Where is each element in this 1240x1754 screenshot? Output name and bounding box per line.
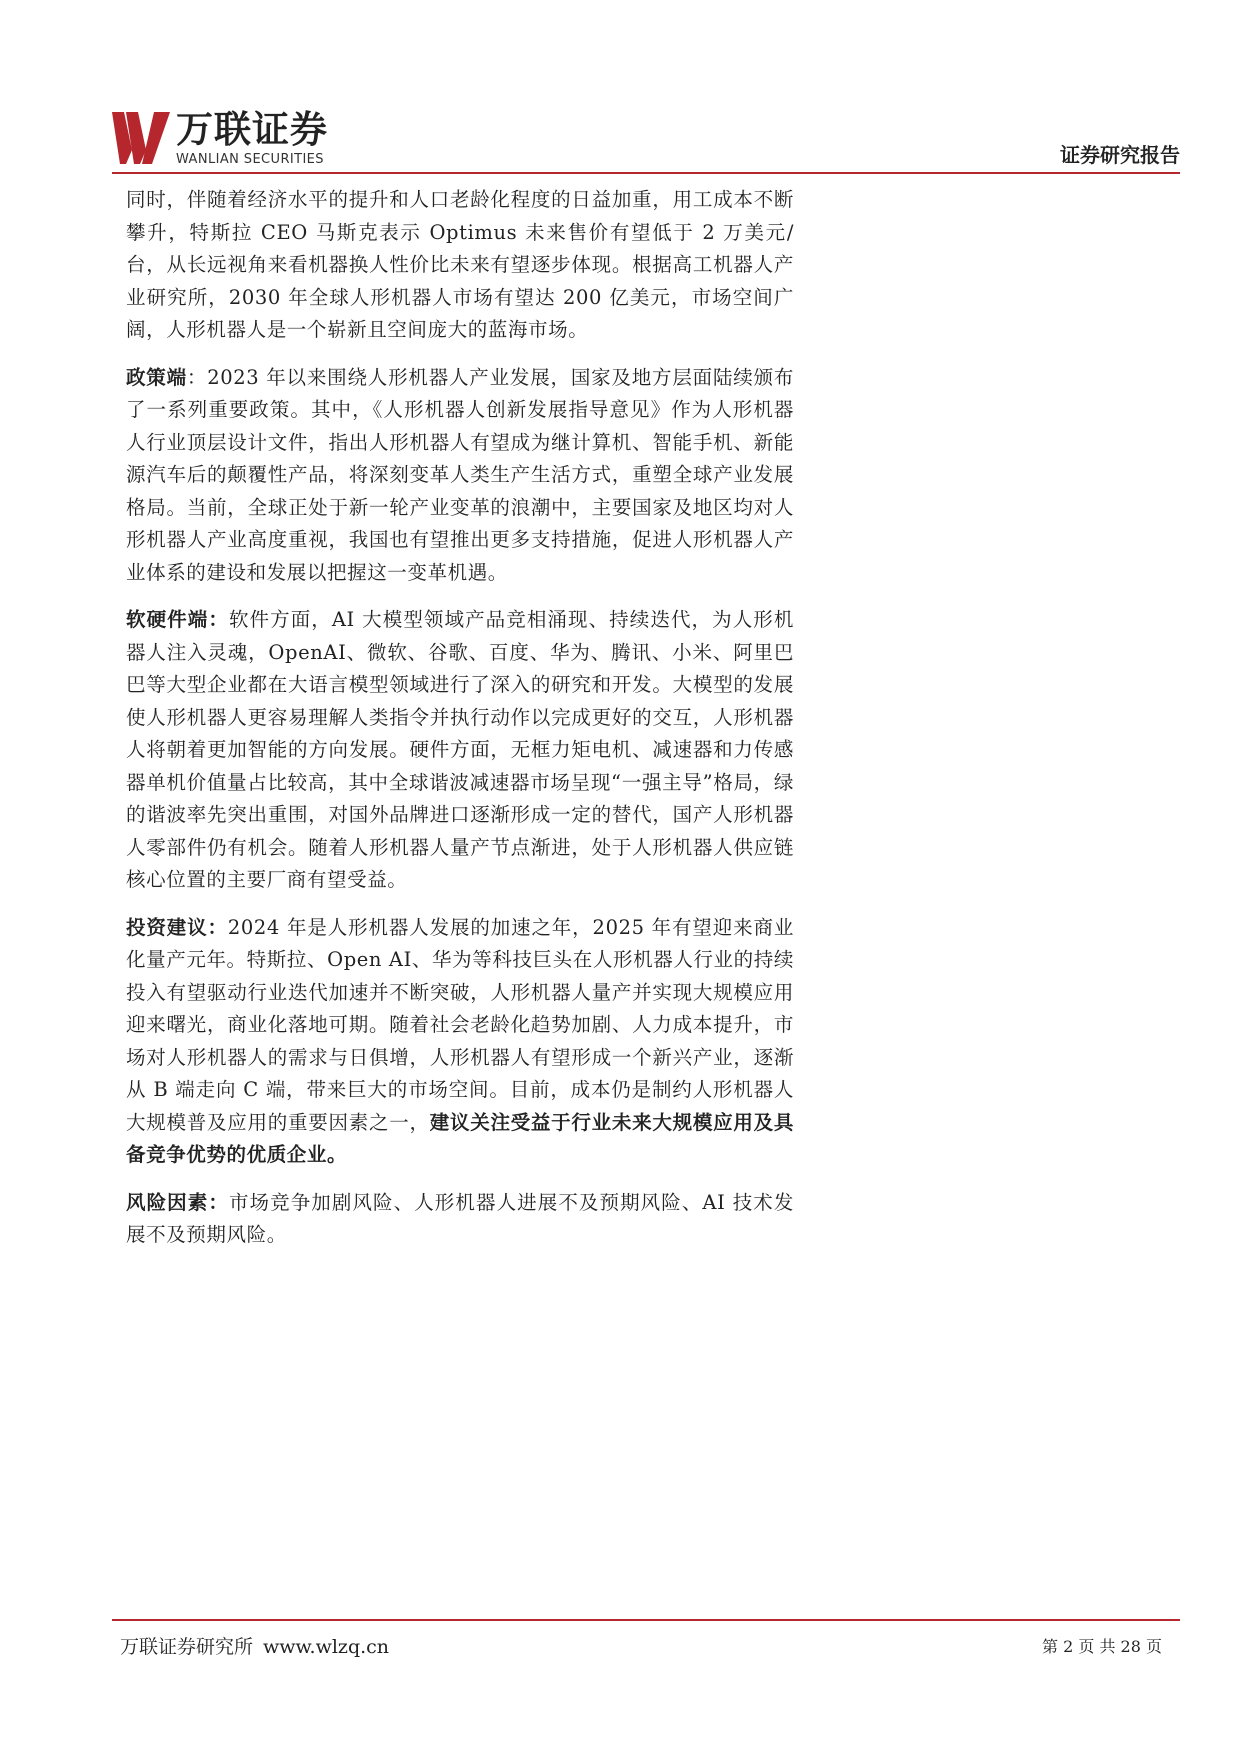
investment-emphasis: 建议关注受益于行业未来大规模应用及具备竞争优势的优质企业。 (126, 1110, 794, 1166)
footer-source (120, 1632, 389, 1659)
paragraph-software-hardware (126, 604, 794, 897)
paragraph-risk-factors (126, 1187, 794, 1252)
paragraph-lead-policy: 政策端 (126, 365, 187, 389)
footer-website-link[interactable]: www.wlzq.cn (263, 1636, 390, 1658)
footer-institute: 万联证券研究所 (120, 1636, 254, 1658)
paragraph-lead-risk: 风险因素： (126, 1190, 229, 1214)
paragraph-investment-advice (126, 912, 794, 1172)
header-divider (112, 172, 1180, 174)
paragraph-lead-investment: 投资建议： (126, 915, 228, 939)
page-number: 第 2 页 共 28 页 (1042, 1637, 1162, 1656)
paragraph-cost-market (126, 184, 794, 347)
paragraph-text: 软件方面，AI 大模型领域产品竞相涌现、持续迭代，为人形机器人注入灵魂，OpenAI、微软、谷歌、百度、华为、腾讯、小米、阿里巴巴等大型企业都在大语言模型领域进行了深入的研究和开发。大模型的发展使人形机器人更容易理解人类指令并执行动作以完成更好的交互，人形机器人将朝着更加智能的方向发展。硬件方面，无框力矩电机、减速器和力传感器单机价值量占比较高，其中全球谐波减速器市场呈现“一强主导”格局，绿的谐波率先突出重围，对国外品牌进口逐渐形成一定的替代，国产人形机器人零部件仍有机会。随着人形机器人量产节点渐进，处于人形机器人供应链核心位置的主要厂商有望受益。 (126, 608, 794, 891)
paragraph-lead-software-hardware: 软硬件端： (126, 608, 229, 631)
report-body (126, 184, 794, 1267)
wanlian-w-logo-icon (112, 112, 170, 164)
logo-english-name: WANLIAN SECURITIES (176, 152, 324, 167)
paragraph-text: 同时，伴随着经济水平的提升和人口老龄化程度的日益加重，用工成本不断攀升，特斯拉 CEO 马斯克表示 Optimus 未来售价有望低于 2 万美元/台，从长远视角来看机器换人性价比未来有望逐步体现。根据高工机器人产业研究所，2030 年全球人形机器人市场有望达 200 亿美元，市场空间广阔，人形机器人是一个崭新且空间庞大的蓝海市场。 (126, 188, 794, 341)
report-type-label: 证券研究报告 (1060, 143, 1180, 167)
paragraph-policy (126, 362, 794, 590)
paragraph-text: ：2023 年以来围绕人形机器人产业发展，国家及地方层面陆续颁布了一系列重要政策。其中，《人形机器人创新发展指导意见》作为人形机器人行业顶层设计文件，指出人形机器人有望成为继计算机、智能手机、新能源汽车后的颠覆性产品，将深刻变革人类生产生活方式，重塑全球产业发展格局。当前，全球正处于新一轮产业变革的浪潮中，主要国家及地区均对人形机器人产业高度重视，我国也有望推出更多支持措施，促进人形机器人产业体系的建设和发展以把握这一变革机遇。 (126, 365, 794, 584)
page-header (112, 108, 1180, 174)
company-logo (112, 108, 372, 168)
paragraph-text: 2024 年是人形机器人发展的加速之年，2025 年有望迎来商业化量产元年。特斯拉、Open AI、华为等科技巨头在人形机器人行业的持续投入有望驱动行业迭代加速并不断突破，人形机器人量产并实现大规模应用迎来曙光，商业化落地可期。随着社会老龄化趋势加剧、人力成本提升，市场对人形机器人的需求与日俱增，人形机器人有望形成一个新兴产业，逐渐从 B 端走向 C 端，带来巨大的市场空间。目前，成本仍是制约人形机器人大规模普及应用的重要因素之一， (126, 915, 794, 1134)
footer-divider (112, 1619, 1180, 1621)
paragraph-text: 市场竞争加剧风险、人形机器人进展不及预期风险、AI 技术发展不及预期风险。 (126, 1190, 794, 1246)
logo-chinese-name: 万联证券 (176, 108, 328, 151)
